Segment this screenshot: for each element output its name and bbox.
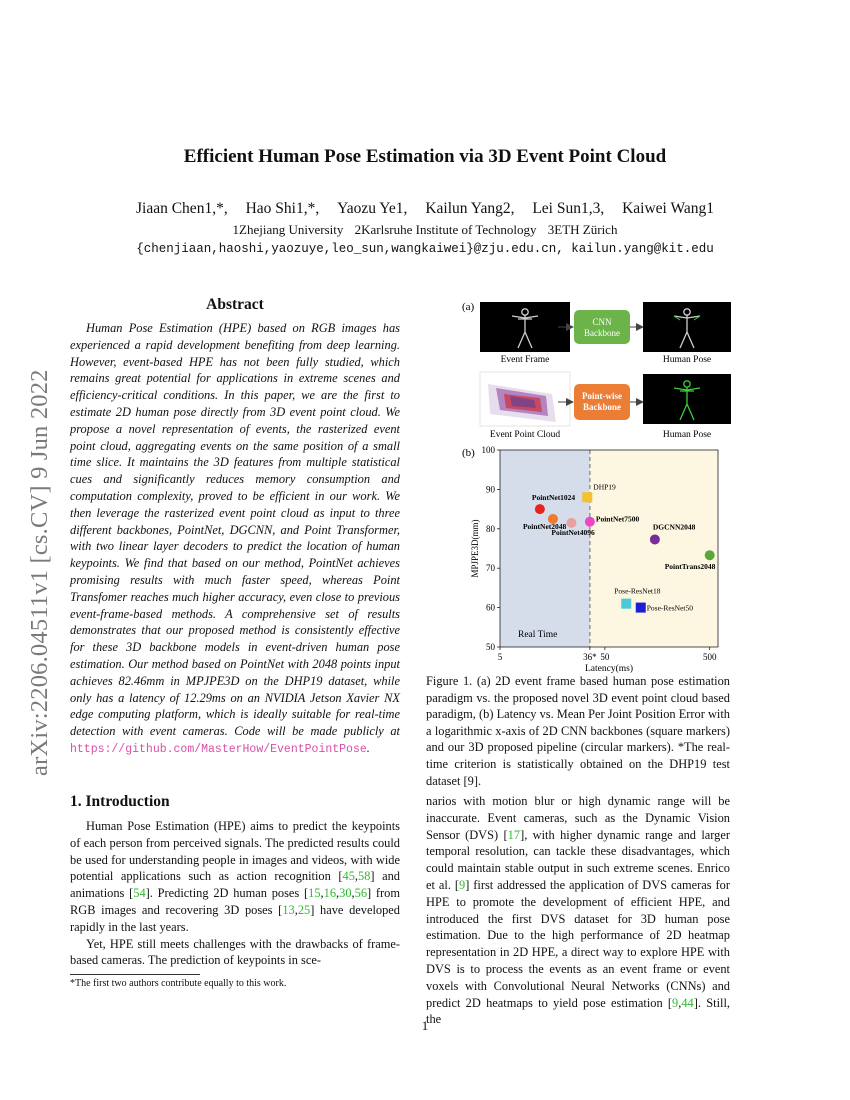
- x-tick-label: 500: [702, 652, 717, 662]
- cnn-backbone-box: [574, 310, 630, 344]
- affiliation: 2Karlsruhe Institute of Technology: [354, 222, 537, 237]
- affiliation: 3ETH Zürich: [547, 222, 618, 237]
- figure-1b-chart: [460, 442, 740, 674]
- x-axis-ticks: [498, 647, 717, 662]
- citation-link[interactable]: 30: [339, 886, 352, 901]
- affiliation: 1Zhejiang University: [232, 222, 344, 237]
- x-tick-label: 50: [600, 652, 610, 662]
- non-realtime-region: [590, 450, 718, 647]
- data-point-circle: [585, 517, 595, 527]
- intro-paragraph-2: Yet, HPE still meets challenges with the drawbacks of frame-based cameras. The prediction of keypoints in sce-: [70, 936, 400, 968]
- panel-b-label: (b): [462, 447, 475, 459]
- pointwise-backbone-label: Backbone: [582, 402, 622, 412]
- abstract-heading: Abstract: [206, 296, 264, 313]
- x-tick-label: 5: [497, 652, 503, 662]
- citation-link[interactable]: 58: [358, 869, 371, 884]
- arrow-icon: [636, 323, 644, 331]
- y-axis-ticks: [482, 445, 501, 652]
- y-tick-label: 60: [486, 602, 495, 613]
- cnn-backbone-label: CNN: [592, 317, 612, 327]
- paper-title: Efficient Human Pose Estimation via 3D Event Point Cloud: [183, 146, 667, 167]
- x-axis-label: Latency(ms): [584, 664, 634, 674]
- y-tick-label: 70: [486, 563, 495, 574]
- affiliations: [0, 222, 850, 238]
- data-point-label: PointNet1024: [531, 493, 576, 503]
- data-point-label: DHP19: [593, 482, 616, 492]
- author: Hao Shi1,*,: [245, 200, 320, 217]
- footnote-rule: [70, 974, 200, 975]
- data-point-circle: [566, 518, 576, 528]
- data-point-label: Pose-ResNet50: [646, 603, 694, 613]
- author: Yaozu Ye1,: [337, 200, 408, 217]
- y-tick-label: 90: [486, 484, 495, 495]
- citation-link[interactable]: 45: [342, 869, 355, 884]
- cnn-backbone-label: Backbone: [584, 328, 620, 338]
- data-point-label: DGCNN2048: [652, 522, 696, 532]
- event-frame-label: Event Frame: [500, 355, 550, 365]
- pointwise-backbone-label: Point-wise: [582, 391, 622, 401]
- author: Jiaan Chen1,*,: [136, 200, 228, 217]
- data-point-label: PointNet7500: [595, 514, 640, 524]
- data-point-label: PointNet4096: [551, 527, 595, 537]
- citation-link[interactable]: 25: [297, 902, 311, 917]
- arxiv-watermark: arXiv:2206.04511v1 [cs.CV] 9 Jun 2022: [26, 369, 53, 776]
- right-column-text: narios with motion blur or high dynamic range will be inaccurate. Event cameras, such as the Dynamic Vision Sensor (DVS) [17], with higher dynamic range and larger temporal resolution, can tackle these disadvantages, which could maintain stable output in such extreme scenes. Enrico et al. [9] first addressed the application of DVS cameras for HPE to promote the development of efficient HPE, and introduced the first DVS dataset for 3D human pose estimation. Due to the high performance of 2D heatmap representation in 2D HPE, a direct way to explore HPE with DVS is to process the events as an event frame or event voxels with Convolutional Neural Networks (CNNs) and predict 2D heatmaps to yield pose estimation [9,44]. Still, the: [426, 794, 731, 1027]
- panel-a-label: (a): [462, 301, 475, 313]
- citation-link[interactable]: 54: [133, 886, 146, 901]
- code-link[interactable]: https://github.com/MasterHow/EventPointPose: [70, 742, 367, 756]
- intro-paragraph-1: Human Pose Estimation (HPE) aims to predict the keypoints of each person from perceived signals. The predicted results could be used for understanding people in images and videos, with wide potential applications such as action recognition [45,58] and animations [54]. Predicting 2D human poses [15,16,30,56] from RGB images and recovering 3D poses [13,25] have developed rapidly in the last years.: [70, 819, 401, 934]
- data-point-label: PointTrans2048: [664, 562, 716, 572]
- data-point-square: [582, 492, 592, 502]
- data-point-circle: [535, 504, 545, 514]
- intro-body: [70, 818, 400, 969]
- data-point-label: Pose-ResNet18: [614, 586, 661, 596]
- citation-link[interactable]: 9: [459, 877, 466, 892]
- author: Kailun Yang2,: [425, 200, 515, 217]
- data-point-square: [636, 603, 646, 613]
- data-point-square: [621, 599, 631, 609]
- figure-1a: [460, 298, 740, 443]
- citation-link[interactable]: 16: [323, 886, 337, 901]
- y-tick-label: 100: [481, 445, 495, 455]
- data-point-label: PointNet2048: [522, 521, 567, 531]
- event-point-cloud-label: Event Point Cloud: [489, 430, 561, 440]
- page-number: 1: [421, 1018, 429, 1033]
- human-pose-label: Human Pose: [662, 430, 712, 440]
- human-pose-label: Human Pose: [662, 355, 712, 365]
- footnote: *The first two authors contribute equally to this work.: [70, 978, 287, 989]
- author: Kaiwei Wang1: [622, 200, 714, 217]
- arrow-icon: [636, 398, 644, 406]
- author-emails[interactable]: {chenjiaan,haoshi,yaozuye,leo_sun,wangkaiwei}@zju.edu.cn, kailun.yang@kit.edu: [136, 242, 714, 256]
- citation-link[interactable]: 9: [672, 995, 679, 1010]
- citation-link[interactable]: 44: [681, 995, 694, 1010]
- realtime-label: Real Time: [518, 630, 558, 640]
- y-axis-label: MPJPE3D(mm): [470, 519, 480, 578]
- figure-caption: Figure 1. (a) 2D event frame based human pose estimation paradigm vs. the proposed novel 3D event point cloud based paradigm, (b) Latency vs. Mean Per Joint Position Error with a logarithmic x-axis of 2D CNN backbones (square markers) and our 3D proposed pipeline (circular markers). *The real-time criterion is statistically obtained on the DHP19 test dataset [9].: [426, 674, 730, 788]
- author: Lei Sun1,3,: [532, 200, 605, 217]
- data-point-circle: [650, 534, 660, 544]
- abstract-text: Human Pose Estimation (HPE) based on RGB images has experienced a rapid development benefiting from deep learning. However, event-based HPE has not been fully studied, which remains great potential for applications in extreme scenes and efficiency-critical conditions. In this paper, we are the first to estimate 2D human pose directly from 3D event point cloud. We propose a novel representation of events, the rasterized event point cloud, aggregating events on the same position of a small time slice. It maintains the 3D features from multiple statistical cues and significantly reduces memory consumption and computation complexity, proved to be efficient in our work. We then leverage the rasterized event point cloud as input to three different backbones, PointNet, DGCNN, and Point Transformer, with two linear layer decoders to predict the location of human keypoints. We find that based on our method, PointNet achieves promising results with much faster speed, whereas Point Transfomer reaches much higher accuracy, even close to previous event-frame-based methods. A comprehensive set of results demonstrates that our proposed method is consistently effective for these 3D backbone models in event-driven human pose estimation. Our method based on PointNet with 2048 points input achieves 82.46mm in MPJPE3D on the DHP19 dataset, while only has a latency of 12.29ms on an NVIDIA Jetson Xavier NX edge computing platform, which is ideally suitable for real-time detection with event cameras. Code will be made publicly at: [70, 321, 400, 739]
- author-list: [0, 200, 850, 218]
- citation-link[interactable]: 13: [282, 902, 295, 917]
- x-tick-label: 36*: [583, 652, 597, 662]
- citation-link[interactable]: 15: [308, 886, 321, 901]
- citation-link[interactable]: 56: [354, 886, 368, 901]
- citation-link[interactable]: 17: [507, 827, 521, 842]
- abstract-end: .: [366, 740, 370, 755]
- data-point-circle: [705, 550, 715, 560]
- realtime-region: [500, 450, 590, 647]
- y-tick-label: 80: [486, 523, 495, 534]
- intro-heading: 1. Introduction: [70, 793, 170, 810]
- abstract-body: [70, 320, 400, 759]
- y-tick-label: 50: [486, 642, 495, 652]
